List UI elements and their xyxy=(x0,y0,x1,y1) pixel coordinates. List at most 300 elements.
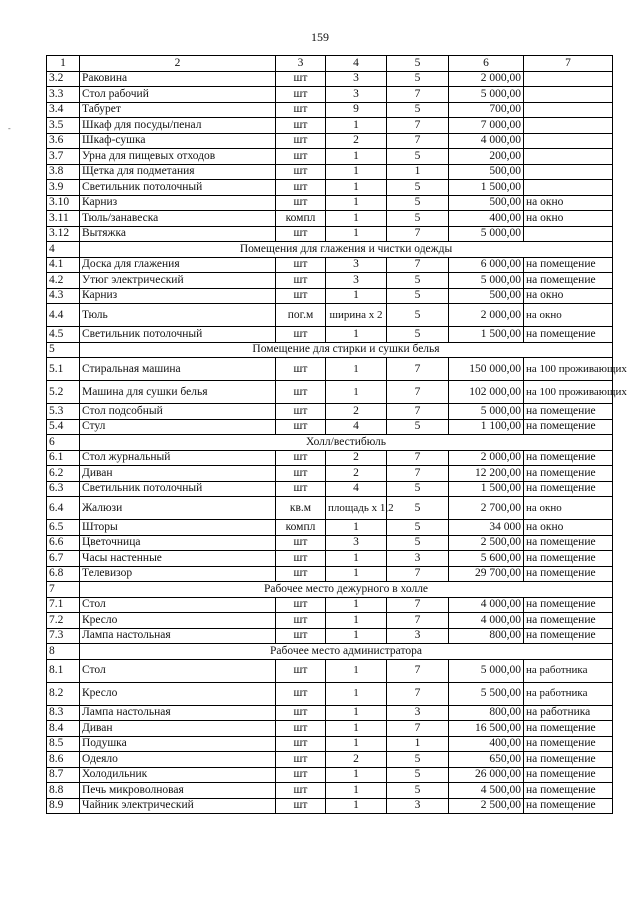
table-row xyxy=(47,497,613,520)
name-cell: Светильник потолочный xyxy=(80,481,276,497)
name-cell: Табурет xyxy=(80,102,276,118)
term-cell: 7 xyxy=(387,404,449,420)
unit-cell: шт xyxy=(276,613,326,629)
note-cell: на окно xyxy=(524,211,613,227)
unit-cell: шт xyxy=(276,71,326,87)
term-cell: 7 xyxy=(387,466,449,482)
term-cell: 7 xyxy=(387,118,449,134)
price-cell: 4 000,00 xyxy=(449,133,524,149)
number-cell: 4.3 xyxy=(47,288,80,304)
price-cell: 102 000,00 xyxy=(449,381,524,404)
unit-cell: шт xyxy=(276,180,326,196)
name-cell: Стол рабочий xyxy=(80,87,276,103)
name-cell: Светильник потолочный xyxy=(80,180,276,196)
note-cell: на окно xyxy=(524,304,613,327)
name-cell: Раковина xyxy=(80,71,276,87)
section-title: Помещения для глажения и чистки одежды xyxy=(80,242,613,258)
table-row xyxy=(47,566,613,582)
number-cell: 3.2 xyxy=(47,71,80,87)
section-row xyxy=(47,342,613,358)
term-cell: 5 xyxy=(387,149,449,165)
term-cell: 3 xyxy=(387,628,449,644)
table-row xyxy=(47,71,613,87)
quantity-cell: площадь х 1,2 xyxy=(326,497,387,520)
number-cell: 8.7 xyxy=(47,767,80,783)
table-row xyxy=(47,597,613,613)
price-cell: 5 500,00 xyxy=(449,682,524,705)
note-cell xyxy=(524,226,613,242)
price-cell: 800,00 xyxy=(449,705,524,721)
note-cell xyxy=(524,164,613,180)
name-cell: Тюль xyxy=(80,304,276,327)
term-cell: 5 xyxy=(387,71,449,87)
term-cell: 5 xyxy=(387,783,449,799)
quantity-cell: 1 xyxy=(326,783,387,799)
note-cell xyxy=(524,149,613,165)
price-cell: 4 500,00 xyxy=(449,783,524,799)
quantity-cell: 3 xyxy=(326,257,387,273)
number-cell: 8.9 xyxy=(47,798,80,814)
note-cell: на 100 проживающих xyxy=(524,358,613,381)
note-cell: на окно xyxy=(524,497,613,520)
name-cell: Утюг электрический xyxy=(80,273,276,289)
table-row xyxy=(47,211,613,227)
term-cell: 7 xyxy=(387,450,449,466)
quantity-cell: 1 xyxy=(326,736,387,752)
note-cell xyxy=(524,87,613,103)
number-cell: 3.7 xyxy=(47,149,80,165)
quantity-cell: 1 xyxy=(326,226,387,242)
table-row xyxy=(47,164,613,180)
unit-cell: шт xyxy=(276,659,326,682)
number-cell: 4.2 xyxy=(47,273,80,289)
table-header-row xyxy=(47,56,613,72)
note-cell: на помещение xyxy=(524,613,613,629)
quantity-cell: 4 xyxy=(326,481,387,497)
term-cell: 7 xyxy=(387,133,449,149)
term-cell: 1 xyxy=(387,164,449,180)
number-cell: 3.8 xyxy=(47,164,80,180)
unit-cell: кв.м xyxy=(276,497,326,520)
section-row xyxy=(47,582,613,598)
table-row xyxy=(47,466,613,482)
quantity-cell: 1 xyxy=(326,327,387,343)
quantity-cell: 3 xyxy=(326,71,387,87)
table-row xyxy=(47,226,613,242)
note-cell: на помещение xyxy=(524,404,613,420)
quantity-cell: 1 xyxy=(326,195,387,211)
unit-cell: шт xyxy=(276,257,326,273)
price-cell: 1 500,00 xyxy=(449,327,524,343)
unit-cell: шт xyxy=(276,102,326,118)
number-cell: 3.6 xyxy=(47,133,80,149)
note-cell: на работника xyxy=(524,659,613,682)
term-cell: 5 xyxy=(387,304,449,327)
page-number: 159 xyxy=(311,30,329,44)
note-cell: на окно xyxy=(524,288,613,304)
table-row xyxy=(47,551,613,567)
table-row xyxy=(47,133,613,149)
term-cell: 7 xyxy=(387,381,449,404)
table-row xyxy=(47,705,613,721)
number-cell: 5.4 xyxy=(47,419,80,435)
number-cell: 8.8 xyxy=(47,783,80,799)
name-cell: Чайник электрический xyxy=(80,798,276,814)
name-cell: Диван xyxy=(80,721,276,737)
term-cell: 5 xyxy=(387,102,449,118)
unit-cell: шт xyxy=(276,736,326,752)
price-cell: 2 500,00 xyxy=(449,535,524,551)
price-cell: 400,00 xyxy=(449,211,524,227)
quantity-cell: 1 xyxy=(326,358,387,381)
name-cell: Шкаф-сушка xyxy=(80,133,276,149)
term-cell: 5 xyxy=(387,497,449,520)
name-cell: Щетка для подметания xyxy=(80,164,276,180)
quantity-cell: 1 xyxy=(326,721,387,737)
term-cell: 5 xyxy=(387,752,449,768)
section-number: 4 xyxy=(47,242,80,258)
number-cell: 3.9 xyxy=(47,180,80,196)
term-cell: 7 xyxy=(387,659,449,682)
section-number: 6 xyxy=(47,435,80,451)
name-cell: Вытяжка xyxy=(80,226,276,242)
note-cell: на помещение xyxy=(524,628,613,644)
name-cell: Светильник потолочный xyxy=(80,327,276,343)
section-title: Помещение для стирки и сушки белья xyxy=(80,342,613,358)
table-row xyxy=(47,180,613,196)
name-cell: Стиральная машина xyxy=(80,358,276,381)
note-cell: на помещение xyxy=(524,273,613,289)
note-cell xyxy=(524,102,613,118)
quantity-cell: 1 xyxy=(326,798,387,814)
table-row xyxy=(47,783,613,799)
number-cell: 6.2 xyxy=(47,466,80,482)
name-cell: Кресло xyxy=(80,613,276,629)
number-cell: 7.3 xyxy=(47,628,80,644)
price-cell: 5 000,00 xyxy=(449,404,524,420)
price-cell: 4 000,00 xyxy=(449,597,524,613)
unit-cell: шт xyxy=(276,404,326,420)
table-row xyxy=(47,450,613,466)
note-cell: на помещение xyxy=(524,798,613,814)
term-cell: 3 xyxy=(387,551,449,567)
term-cell: 7 xyxy=(387,597,449,613)
name-cell: Стол xyxy=(80,659,276,682)
quantity-cell: 1 xyxy=(326,659,387,682)
price-cell: 1 500,00 xyxy=(449,481,524,497)
quantity-cell: 3 xyxy=(326,273,387,289)
price-cell: 400,00 xyxy=(449,736,524,752)
note-cell: на работника xyxy=(524,682,613,705)
quantity-cell: 3 xyxy=(326,535,387,551)
price-cell: 2 500,00 xyxy=(449,798,524,814)
unit-cell: шт xyxy=(276,273,326,289)
term-cell: 1 xyxy=(387,736,449,752)
name-cell: Кресло xyxy=(80,682,276,705)
table-row xyxy=(47,481,613,497)
number-cell: 3.12 xyxy=(47,226,80,242)
name-cell: Шкаф для посуды/пенал xyxy=(80,118,276,134)
number-cell: 4.1 xyxy=(47,257,80,273)
term-cell: 5 xyxy=(387,481,449,497)
unit-cell: шт xyxy=(276,682,326,705)
price-cell: 200,00 xyxy=(449,149,524,165)
price-cell: 150 000,00 xyxy=(449,358,524,381)
note-cell: на помещение xyxy=(524,257,613,273)
price-cell: 800,00 xyxy=(449,628,524,644)
price-cell: 4 000,00 xyxy=(449,613,524,629)
price-cell: 6 000,00 xyxy=(449,257,524,273)
table-row xyxy=(47,327,613,343)
name-cell: Стул xyxy=(80,419,276,435)
table-row xyxy=(47,659,613,682)
table-row xyxy=(47,358,613,381)
price-cell: 500,00 xyxy=(449,288,524,304)
number-cell: 3.10 xyxy=(47,195,80,211)
number-cell: 6.1 xyxy=(47,450,80,466)
term-cell: 5 xyxy=(387,180,449,196)
number-cell: 6.7 xyxy=(47,551,80,567)
unit-cell: шт xyxy=(276,566,326,582)
name-cell: Стол xyxy=(80,597,276,613)
note-cell: на помещение xyxy=(524,783,613,799)
price-cell: 16 500,00 xyxy=(449,721,524,737)
quantity-cell: 1 xyxy=(326,118,387,134)
table-row xyxy=(47,736,613,752)
table-row xyxy=(47,520,613,536)
table-row xyxy=(47,87,613,103)
header-cell: 6 xyxy=(449,56,524,72)
quantity-cell: 2 xyxy=(326,466,387,482)
note-cell: на помещение xyxy=(524,566,613,582)
number-cell: 5.3 xyxy=(47,404,80,420)
term-cell: 7 xyxy=(387,721,449,737)
unit-cell: шт xyxy=(276,767,326,783)
name-cell: Карниз xyxy=(80,288,276,304)
number-cell: 6.4 xyxy=(47,497,80,520)
price-cell: 26 000,00 xyxy=(449,767,524,783)
quantity-cell: 2 xyxy=(326,404,387,420)
note-cell xyxy=(524,180,613,196)
note-cell: на помещение xyxy=(524,767,613,783)
header-cell: 1 xyxy=(47,56,80,72)
table-row xyxy=(47,767,613,783)
header-cell: 2 xyxy=(80,56,276,72)
quantity-cell: 1 xyxy=(326,767,387,783)
table-row xyxy=(47,273,613,289)
price-cell: 34 000 xyxy=(449,520,524,536)
section-title: Рабочее место администратора xyxy=(80,644,613,660)
price-cell: 700,00 xyxy=(449,102,524,118)
unit-cell: шт xyxy=(276,466,326,482)
price-cell: 1 500,00 xyxy=(449,180,524,196)
note-cell: на помещение xyxy=(524,481,613,497)
note-cell: на помещение xyxy=(524,597,613,613)
price-cell: 1 100,00 xyxy=(449,419,524,435)
name-cell: Печь микроволновая xyxy=(80,783,276,799)
note-cell xyxy=(524,118,613,134)
unit-cell: шт xyxy=(276,87,326,103)
table-row xyxy=(47,118,613,134)
unit-cell: шт xyxy=(276,597,326,613)
name-cell: Лампа настольная xyxy=(80,705,276,721)
term-cell: 7 xyxy=(387,566,449,582)
name-cell: Часы настенные xyxy=(80,551,276,567)
unit-cell: компл xyxy=(276,520,326,536)
name-cell: Тюль/занавеска xyxy=(80,211,276,227)
note-cell: на окно xyxy=(524,520,613,536)
number-cell: 7.1 xyxy=(47,597,80,613)
term-cell: 7 xyxy=(387,87,449,103)
section-title: Холл/вестибюль xyxy=(80,435,613,451)
unit-cell: шт xyxy=(276,628,326,644)
table-row xyxy=(47,752,613,768)
number-cell: 4.4 xyxy=(47,304,80,327)
name-cell: Подушка xyxy=(80,736,276,752)
quantity-cell: 1 xyxy=(326,180,387,196)
number-cell: 6.8 xyxy=(47,566,80,582)
quantity-cell: 1 xyxy=(326,566,387,582)
section-number: 5 xyxy=(47,342,80,358)
name-cell: Шторы xyxy=(80,520,276,536)
unit-cell: шт xyxy=(276,798,326,814)
name-cell: Диван xyxy=(80,466,276,482)
number-cell: 8.5 xyxy=(47,736,80,752)
unit-cell: шт xyxy=(276,358,326,381)
note-cell: на помещение xyxy=(524,327,613,343)
quantity-cell: 2 xyxy=(326,450,387,466)
quantity-cell: 9 xyxy=(326,102,387,118)
price-cell: 5 000,00 xyxy=(449,87,524,103)
quantity-cell: 4 xyxy=(326,419,387,435)
section-row xyxy=(47,242,613,258)
term-cell: 7 xyxy=(387,226,449,242)
term-cell: 5 xyxy=(387,327,449,343)
note-cell: на помещение xyxy=(524,419,613,435)
number-cell: 3.3 xyxy=(47,87,80,103)
quantity-cell: 1 xyxy=(326,381,387,404)
header-cell: 7 xyxy=(524,56,613,72)
quantity-cell: 3 xyxy=(326,87,387,103)
unit-cell: шт xyxy=(276,149,326,165)
name-cell: Цветочница xyxy=(80,535,276,551)
margin-mark: - xyxy=(8,124,11,133)
section-title: Рабочее место дежурного в холле xyxy=(80,582,613,598)
table-row xyxy=(47,682,613,705)
price-cell: 29 700,00 xyxy=(449,566,524,582)
quantity-cell: 1 xyxy=(326,682,387,705)
table-row xyxy=(47,404,613,420)
table-row xyxy=(47,149,613,165)
term-cell: 3 xyxy=(387,798,449,814)
quantity-cell: 1 xyxy=(326,628,387,644)
number-cell: 4.5 xyxy=(47,327,80,343)
name-cell: Телевизор xyxy=(80,566,276,582)
unit-cell: шт xyxy=(276,381,326,404)
quantity-cell: 1 xyxy=(326,597,387,613)
table-row xyxy=(47,288,613,304)
note-cell xyxy=(524,71,613,87)
quantity-cell: 1 xyxy=(326,613,387,629)
price-cell: 500,00 xyxy=(449,195,524,211)
quantity-cell: 1 xyxy=(326,551,387,567)
number-cell: 3.5 xyxy=(47,118,80,134)
unit-cell: шт xyxy=(276,783,326,799)
number-cell: 3.11 xyxy=(47,211,80,227)
note-cell: на 100 проживающих xyxy=(524,381,613,404)
note-cell: на помещение xyxy=(524,551,613,567)
section-row xyxy=(47,435,613,451)
table-row xyxy=(47,304,613,327)
quantity-cell: 1 xyxy=(326,288,387,304)
header-cell: 3 xyxy=(276,56,326,72)
number-cell: 3.4 xyxy=(47,102,80,118)
term-cell: 5 xyxy=(387,535,449,551)
number-cell: 8.1 xyxy=(47,659,80,682)
price-cell: 5 000,00 xyxy=(449,226,524,242)
term-cell: 5 xyxy=(387,211,449,227)
note-cell: на помещение xyxy=(524,752,613,768)
term-cell: 5 xyxy=(387,520,449,536)
term-cell: 3 xyxy=(387,705,449,721)
name-cell: Одеяло xyxy=(80,752,276,768)
price-cell: 5 600,00 xyxy=(449,551,524,567)
note-cell: на помещение xyxy=(524,450,613,466)
note-cell: на помещение xyxy=(524,721,613,737)
term-cell: 7 xyxy=(387,358,449,381)
unit-cell: компл xyxy=(276,211,326,227)
price-cell: 2 700,00 xyxy=(449,497,524,520)
price-cell: 5 000,00 xyxy=(449,659,524,682)
table-row xyxy=(47,721,613,737)
note-cell: на помещение xyxy=(524,736,613,752)
name-cell: Карниз xyxy=(80,195,276,211)
quantity-cell: 1 xyxy=(326,520,387,536)
note-cell xyxy=(524,133,613,149)
header-cell: 5 xyxy=(387,56,449,72)
unit-cell: шт xyxy=(276,164,326,180)
note-cell: на помещение xyxy=(524,466,613,482)
number-cell: 6.6 xyxy=(47,535,80,551)
term-cell: 5 xyxy=(387,767,449,783)
number-cell: 8.4 xyxy=(47,721,80,737)
quantity-cell: 1 xyxy=(326,211,387,227)
section-number: 8 xyxy=(47,644,80,660)
table-row xyxy=(47,195,613,211)
name-cell: Холодильник xyxy=(80,767,276,783)
unit-cell: шт xyxy=(276,288,326,304)
name-cell: Машина для сушки белья xyxy=(80,381,276,404)
table-row xyxy=(47,798,613,814)
section-row xyxy=(47,644,613,660)
price-cell: 2 000,00 xyxy=(449,450,524,466)
number-cell: 8.3 xyxy=(47,705,80,721)
quantity-cell: 2 xyxy=(326,752,387,768)
term-cell: 7 xyxy=(387,682,449,705)
unit-cell: шт xyxy=(276,133,326,149)
unit-cell: шт xyxy=(276,226,326,242)
unit-cell: шт xyxy=(276,118,326,134)
section-number: 7 xyxy=(47,582,80,598)
number-cell: 8.6 xyxy=(47,752,80,768)
unit-cell: шт xyxy=(276,551,326,567)
quantity-cell: ширина х 2 xyxy=(326,304,387,327)
price-cell: 5 000,00 xyxy=(449,273,524,289)
unit-cell: шт xyxy=(276,535,326,551)
note-cell: на окно xyxy=(524,195,613,211)
price-cell: 500,00 xyxy=(449,164,524,180)
number-cell: 6.3 xyxy=(47,481,80,497)
